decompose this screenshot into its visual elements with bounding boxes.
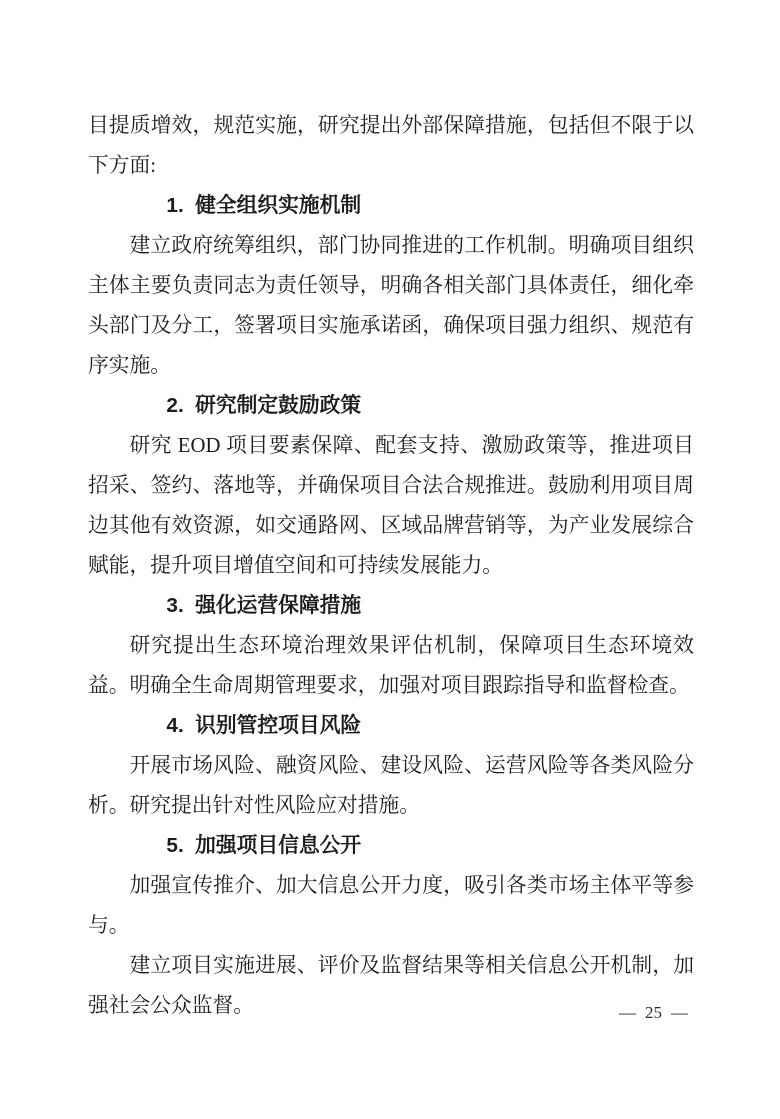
section-5-paragraph-1: 加强宣传推介、加大信息公开力度，吸引各类市场主体平等参与。 <box>88 875 694 937</box>
section-5-paragraph-2: 建立项目实施进展、评价及监督结果等相关信息公开机制，加强社会公众监督。 <box>88 955 694 1017</box>
section-4-heading <box>88 706 694 746</box>
section-5-number: 5. <box>166 834 184 857</box>
section-1-number: 1. <box>166 194 184 217</box>
page-number-left-dash: — <box>619 1003 636 1022</box>
section-4-title: 识别管控项目风险 <box>195 714 362 737</box>
section-5-title: 加强项目信息公开 <box>195 834 362 857</box>
section-1-paragraph: 建立政府统筹组织，部门协同推进的工作机制。明确项目组织主体主要负责同志为责任领导，明确各相关部门具体责任，细化牵头部门及分工，签署项目实施承诺函，确保项目强力组织、规范有序实施。 <box>88 235 694 377</box>
section-4-number: 4. <box>166 714 184 737</box>
section-2-heading <box>88 386 694 426</box>
section-3-number: 3. <box>166 594 184 617</box>
page-number <box>619 1001 688 1025</box>
section-5-heading <box>88 826 694 866</box>
section-3-paragraph: 研究提出生态环境治理效果评估机制，保障项目生态环境效益。明确全生命周期管理要求，加强对项目跟踪指导和监督检查。 <box>88 635 694 697</box>
section-2-number: 2. <box>166 394 184 417</box>
intro-paragraph: 目提质增效，规范实施，研究提出外部保障措施，包括但不限于以下方面: <box>88 115 694 177</box>
section-3-heading <box>88 586 694 626</box>
document-body <box>88 106 694 1026</box>
section-2-title: 研究制定鼓励政策 <box>195 394 362 417</box>
section-3-title: 强化运营保障措施 <box>195 594 362 617</box>
section-2-paragraph: 研究 EOD 项目要素保障、配套支持、激励政策等，推进项目招采、签约、落地等，并确保项目合法合规推进。鼓励利用项目周边其他有效资源，如交通路网、区域品牌营销等，为产业发展综合赋能，提升项目增值空间和可持续发展能力。 <box>88 435 694 577</box>
page-number-right-dash: — <box>671 1003 688 1022</box>
section-1-title: 健全组织实施机制 <box>195 194 362 217</box>
section-4-paragraph: 开展市场风险、融资风险、建设风险、运营风险等各类风险分析。研究提出针对性风险应对措施。 <box>88 755 694 817</box>
page-number-value: 25 <box>645 1003 662 1022</box>
section-1-heading <box>88 186 694 226</box>
